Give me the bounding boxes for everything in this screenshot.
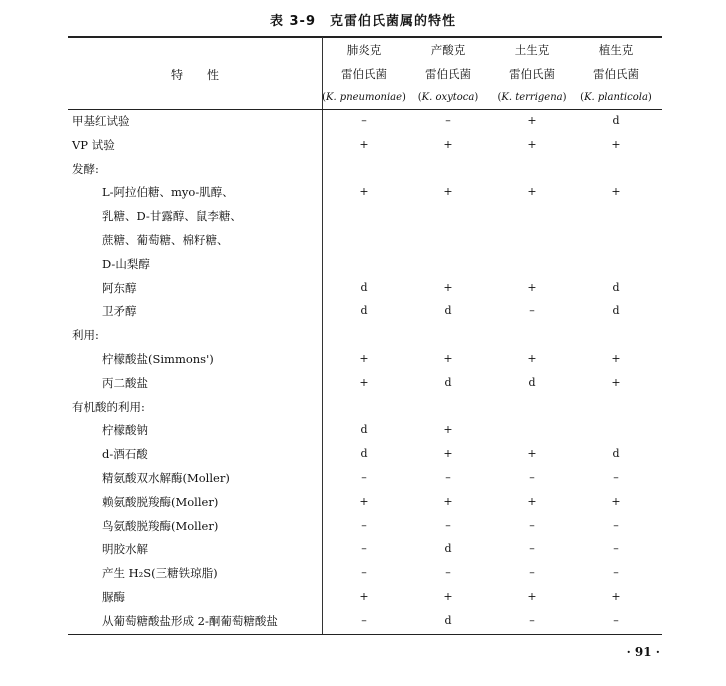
table-row <box>68 538 662 562</box>
row-cell: d <box>528 375 536 389</box>
row-cell <box>406 205 490 229</box>
row-cell <box>490 253 574 277</box>
table-row <box>68 515 662 539</box>
row-cell <box>322 229 406 253</box>
row-cell: d <box>444 542 452 556</box>
header-column-name2: 雷伯氏菌 <box>341 67 387 81</box>
row-cell: – <box>529 542 535 556</box>
row-label: 发酵: <box>72 161 99 176</box>
row-cell: – <box>529 471 535 484</box>
row-cell: + <box>611 185 621 199</box>
row-cell: – <box>613 613 619 627</box>
row-cell: + <box>443 494 453 508</box>
table-row <box>68 562 662 586</box>
table-row <box>68 277 662 301</box>
row-cell <box>490 205 574 229</box>
row-label: 阿东醇 <box>102 280 137 295</box>
row-cell: + <box>527 494 537 508</box>
row-cell: d <box>612 304 620 318</box>
header-column-name: 产酸克 <box>430 43 466 57</box>
table-row <box>68 443 662 467</box>
row-label: 赖氨酸脱羧酶(Moller) <box>102 494 219 509</box>
row-cell: – <box>445 114 451 127</box>
row-cell <box>574 396 658 420</box>
row-cell: + <box>611 375 621 389</box>
row-cell: – <box>361 566 367 580</box>
table-row <box>68 134 662 158</box>
header-column-latin-text: K. terrigena <box>501 92 563 103</box>
row-cell: + <box>611 590 621 603</box>
table-row <box>68 372 662 396</box>
row-cell: + <box>611 352 621 365</box>
row-cell: d <box>360 423 368 437</box>
table-row <box>68 419 662 443</box>
row-cell: + <box>527 185 537 199</box>
row-cell: d <box>360 280 368 294</box>
row-label: 丙二酸盐 <box>102 375 148 390</box>
table-row <box>68 396 662 420</box>
row-label: 精氨酸双水解酶(Moller) <box>102 471 230 485</box>
header-column <box>490 38 574 110</box>
header-column-latin: (K. pneumoniae) <box>322 92 406 103</box>
table-row <box>68 586 662 610</box>
row-cell: + <box>443 352 453 365</box>
row-cell: + <box>359 137 369 151</box>
row-cell: + <box>443 423 453 437</box>
row-cell <box>490 229 574 253</box>
row-label: D-山梨醇 <box>102 256 150 271</box>
row-cell <box>322 158 406 182</box>
row-label: 脲酶 <box>102 590 125 604</box>
row-cell: – <box>613 471 619 484</box>
table-row <box>68 253 662 277</box>
row-cell: d <box>444 304 452 318</box>
row-cell: + <box>359 352 369 365</box>
row-cell: – <box>613 542 619 556</box>
header-column <box>574 38 658 110</box>
row-cell: + <box>611 494 621 508</box>
row-label: 明胶水解 <box>102 542 148 557</box>
row-cell <box>490 324 574 348</box>
row-cell: + <box>527 137 537 151</box>
row-cell: + <box>443 280 453 294</box>
row-cell <box>490 158 574 182</box>
row-label: 甲基红试验 <box>72 114 130 128</box>
row-cell: – <box>529 518 535 532</box>
row-cell: – <box>445 518 451 532</box>
header-column-latin-text: K. planticola <box>584 92 648 103</box>
row-cell: + <box>527 447 537 461</box>
row-cell <box>406 396 490 420</box>
row-label: 从葡萄糖酸盐形成 2-酮葡萄糖酸盐 <box>102 613 278 628</box>
row-cell: – <box>529 304 535 318</box>
row-label: 乳糖、D-甘露醇、鼠李糖、 <box>102 209 242 224</box>
table-row <box>68 610 662 634</box>
header-column-name: 肺炎克 <box>346 43 382 57</box>
row-label: 利用: <box>72 328 99 343</box>
row-cell: + <box>359 590 369 603</box>
table-row <box>68 300 662 324</box>
header-column <box>322 38 406 110</box>
row-label: d-酒石酸 <box>102 447 148 462</box>
row-label: 卫矛醇 <box>102 304 137 319</box>
row-cell: d <box>444 613 452 627</box>
row-cell <box>490 419 574 443</box>
header-column-name: 植生克 <box>598 43 634 57</box>
header-column-name2: 雷伯氏菌 <box>425 67 471 81</box>
row-cell <box>322 324 406 348</box>
row-cell: – <box>361 471 367 484</box>
row-cell: – <box>361 114 367 127</box>
header-column-latin-text: K. pneumoniae <box>325 92 403 103</box>
row-cell: – <box>613 566 619 580</box>
row-cell: d <box>360 304 368 318</box>
row-cell: + <box>527 352 537 365</box>
row-cell <box>322 396 406 420</box>
table-row <box>68 229 662 253</box>
row-label: 蔗糖、葡萄糖、棉籽糖、 <box>102 233 229 247</box>
row-cell: – <box>445 471 451 484</box>
row-cell: + <box>527 280 537 294</box>
row-cell: d <box>612 447 620 461</box>
row-cell: – <box>361 613 367 627</box>
row-cell: + <box>443 185 453 199</box>
row-label: L-阿拉伯糖、myo-肌醇、 <box>102 185 234 200</box>
row-cell: + <box>443 590 453 603</box>
table-bottom-rule <box>68 634 662 635</box>
header-column-latin: (K. oxytoca) <box>417 92 479 103</box>
row-cell: + <box>359 494 369 508</box>
row-cell: + <box>443 137 453 151</box>
row-cell <box>406 158 490 182</box>
row-cell: + <box>527 114 537 127</box>
table-row <box>68 324 662 348</box>
row-cell <box>574 229 658 253</box>
row-label: 鸟氨酸脱羧酶(Moller) <box>102 518 219 533</box>
row-cell: + <box>359 375 369 389</box>
row-cell <box>574 205 658 229</box>
table-row <box>68 181 662 205</box>
row-label: 产生 H₂S(三糖铁琼脂) <box>102 566 218 581</box>
row-cell: – <box>445 566 451 580</box>
row-cell: d <box>612 280 620 294</box>
table-row <box>68 491 662 515</box>
table-row <box>68 205 662 229</box>
row-cell: d <box>360 447 368 461</box>
header-column-latin: (K. terrigena) <box>497 92 567 103</box>
header-column-name2: 雷伯氏菌 <box>593 67 639 81</box>
row-label: VP 试验 <box>72 137 115 152</box>
table-title: 表 3-9 克雷伯氏菌属的特性 <box>269 14 456 29</box>
table-row <box>68 348 662 372</box>
row-label: 有机酸的利用: <box>72 399 145 414</box>
header-column-latin: (K. planticola) <box>580 92 652 103</box>
row-label: 柠檬酸钠 <box>102 423 148 438</box>
header-column-name2: 雷伯氏菌 <box>509 67 555 81</box>
table-row <box>68 467 662 491</box>
row-cell: – <box>529 566 535 580</box>
header-column <box>406 38 490 110</box>
row-cell <box>406 229 490 253</box>
row-cell <box>406 324 490 348</box>
page-number: · 91 · <box>626 645 660 659</box>
header-feature-label: 特性 <box>170 68 243 82</box>
row-cell <box>574 324 658 348</box>
row-cell: – <box>361 518 367 532</box>
row-cell: – <box>529 613 535 627</box>
row-cell <box>574 158 658 182</box>
row-cell <box>490 396 574 420</box>
row-cell <box>322 205 406 229</box>
table-row <box>68 110 662 134</box>
row-cell: + <box>527 590 537 603</box>
row-cell: + <box>611 137 621 151</box>
table-row <box>68 158 662 182</box>
row-cell: d <box>612 114 620 127</box>
row-cell: + <box>443 447 453 461</box>
row-cell: – <box>361 542 367 556</box>
row-cell <box>322 253 406 277</box>
row-label: 柠檬酸盐(Simmons') <box>102 352 214 366</box>
row-cell <box>574 253 658 277</box>
row-cell: + <box>359 185 369 199</box>
header-column-name: 土生克 <box>514 43 550 57</box>
row-cell <box>406 253 490 277</box>
header-column-latin-text: K. oxytoca <box>421 92 475 103</box>
row-cell: d <box>444 375 452 389</box>
row-cell: – <box>613 518 619 532</box>
row-cell <box>574 419 658 443</box>
